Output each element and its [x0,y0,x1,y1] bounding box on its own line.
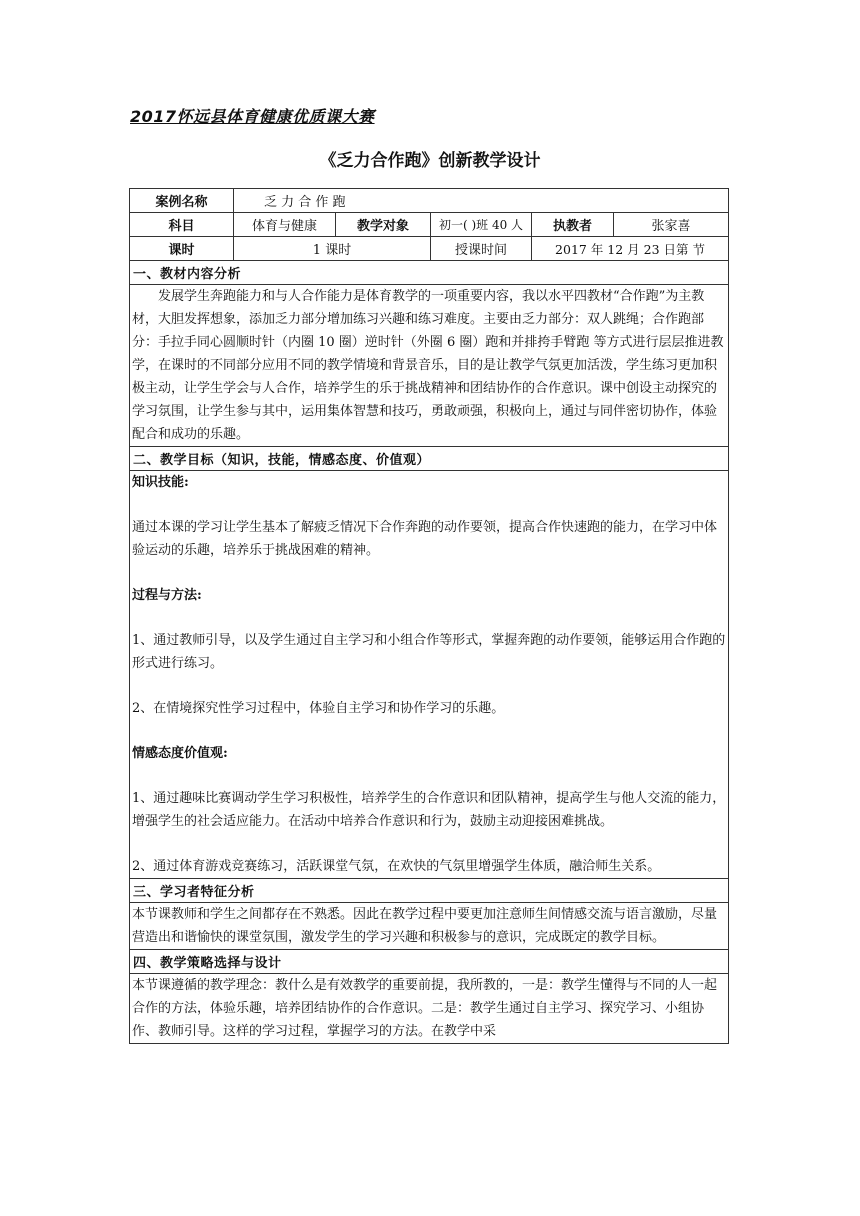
subject-row [130,213,729,237]
section-4-text: 本节课遵循的教学理念：教什么是有效教学的重要前提，我所教的，一是：教学生懂得与不同的人一起合作的方法，体验乐趣，培养团结协作的合作意识。二是：教学生通过自主学习、探究学习、小组协作、教师引导。这样的学习过程，掌握学习的方法。在教学中采 [130,974,729,1044]
case-name-row [130,189,729,213]
subject-value: 体育与健康 [234,213,336,237]
section-1-header-row [130,261,729,285]
period-value: 1 课时 [234,237,431,261]
section-4-header-row [130,950,729,974]
case-name-label: 案例名称 [130,189,234,213]
section-3-title: 三、学习者特征分析 [130,879,729,903]
contest-title: 2017怀远县体育健康优质课大赛 [130,107,375,126]
section-3-body-row [130,903,729,950]
period-label: 课时 [130,237,234,261]
section-2-title: 二、教学目标（知识，技能，情感态度、价值观） [130,447,729,471]
knowledge-skills-text: 通过本课的学习让学生基本了解疲乏情况下合作奔跑的动作要领，提高合作快速跑的能力，在学习中体验运动的乐趣，培养乐于挑战困难的精神。 [132,520,718,558]
section-2-header-row [130,447,729,471]
emotion-values-text-1: 1、通过趣味比赛调动学生学习积极性，培养学生的合作意识和团队精神，提高学生与他人交流的能力，增强学生的社会适应能力。在活动中培养合作意识和行为，鼓励主动迎接困难挑战。 [132,791,726,829]
teacher-value: 张家喜 [614,213,729,237]
date-value: 2017 年 12 月 23 日第 节 [532,237,729,261]
section-3-text: 本节课教师和学生之间都存在不熟悉。因此在教学过程中要更加注意师生间情感交流与语言激励，尽量营造出和谐愉快的课堂氛围，激发学生的学习兴趣和积极参与的意识，完成既定的教学目标。 [130,903,729,950]
section-2-body [130,471,729,879]
emotion-values-heading: 情感态度价值观: [132,746,228,761]
process-method-heading: 过程与方法: [132,588,202,603]
date-label: 授课时间 [431,237,532,261]
emotion-values-text-2: 2、通过体育游戏竞赛练习，活跃课堂气氛，在欢快的气氛里增强学生体质，融洽师生关系。 [132,859,661,874]
process-method-text-1: 1、通过教师引导，以及学生通过自主学习和小组合作等形式，掌握奔跑的动作要领，能够运用合作跑的形式进行练习。 [132,633,726,671]
section-1-text: 发展学生奔跑能力和与人合作能力是体育教学的一项重要内容，我以水平四教材“合作跑”为主教材，大胆发挥想象，添加乏力部分增加练习兴趣和练习难度。主要由乏力部分：双人跳绳；合作跑部分：手拉手同心圆顺时针（内圈 10 圈）逆时针（外圈 6 圈）跑和并排挎手臂跑 等方式进行层层推进教学，在课时的不同部分应用不同的教学情境和背景音乐，目的是让教学气氛更加活泼，学生练习更加积极主动，让学生学会与人合作，培养学生的乐于挑战精神和团结协作的合作意识。课中创设主动探究的学习氛围，让学生参与其中，运用集体智慧和技巧，勇敢顽强，积极向上，通过与同伴密切协作，体验配合和成功的乐趣。 [130,285,729,447]
period-row [130,237,729,261]
document-title: 《乏力合作跑》创新教学设计 [319,151,541,171]
section-2-body-row [130,471,729,879]
section-3-header-row [130,879,729,903]
audience-label: 教学对象 [336,213,431,237]
audience-value: 初一( )班 40 人 [431,213,532,237]
teacher-label: 执教者 [532,213,614,237]
section-1-title: 一、教材内容分析 [130,261,729,285]
process-method-text-2: 2、在情境探究性学习过程中，体验自主学习和协作学习的乐趣。 [132,701,505,716]
section-1-body-row [130,285,729,447]
case-name-value: 乏 力 合 作 跑 [234,189,729,213]
section-4-title: 四、教学策略选择与设计 [130,950,729,974]
section-4-body-row [130,974,729,1044]
knowledge-skills-heading: 知识技能: [132,475,189,490]
lesson-plan-table [129,188,729,1044]
subject-label: 科目 [130,213,234,237]
